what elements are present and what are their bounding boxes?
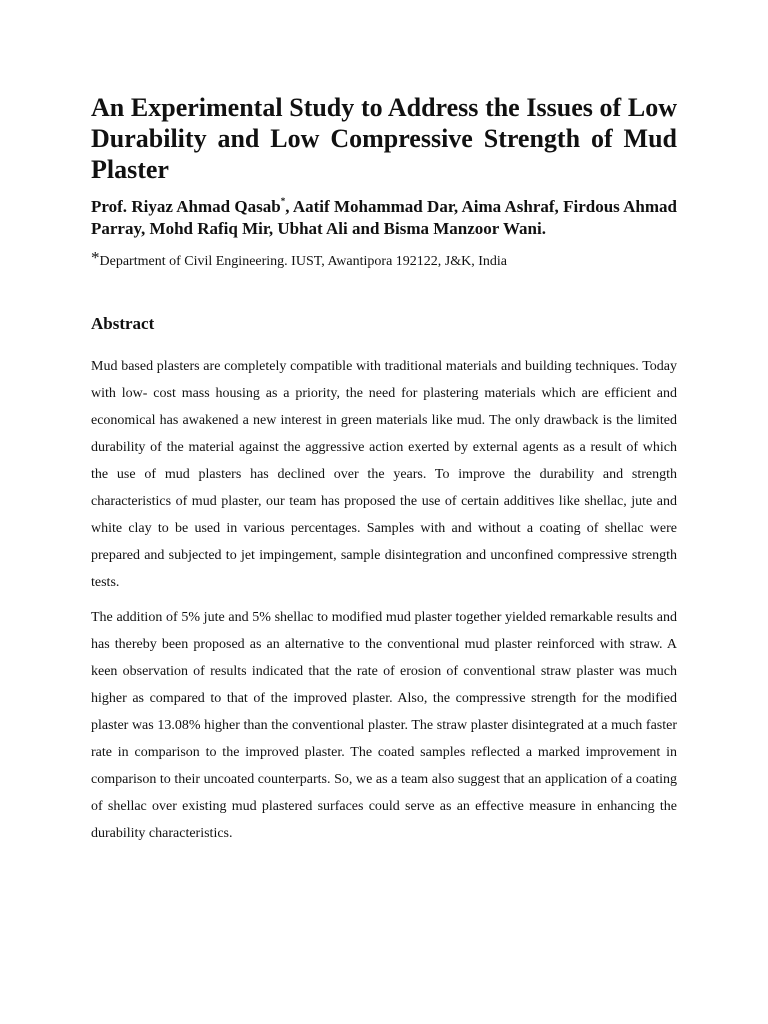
- affiliation-text: Department of Civil Engineering. IUST, Awantipora 192122, J&K, India: [99, 254, 507, 269]
- abstract-paragraph-2: The addition of 5% jute and 5% shellac to modified mud plaster together yielded remarkable results and has thereby been proposed as an alternative to the conventional mud plaster reinforced with straw. A keen observation of results indicated that the rate of erosion of conventional straw plaster was much higher as compared to that of the improved plaster. Also, the compressive strength for the modified plaster was 13.08% higher than the conventional plaster. The straw plaster disintegrated at a much faster rate in comparison to the improved plaster. The coated samples reflected a marked improvement in comparison to their uncoated counterparts. So, we as a team also suggest that an application of a coating of shellac over existing mud plastered surfaces could serve as an effective measure in enhancing the durability characteristics.: [91, 610, 677, 841]
- paper-title: An Experimental Study to Address the Issues of Low Durability and Low Compressive Strength of Mud Plaster: [91, 93, 677, 184]
- lead-author: Prof. Riyaz Ahmad Qasab: [91, 197, 281, 216]
- author-list: [91, 196, 677, 240]
- corresponding-author-mark: *: [280, 196, 286, 206]
- abstract-paragraph-1: Mud based plasters are completely compatible with traditional materials and building techniques. Today with low- cost mass housing as a priority, the need for plastering materials which are efficient and economical has awakened a new interest in green materials like mud. The only drawback is the limited durability of the material against the aggressive action exerted by external agents as a result of which the use of mud plasters has declined over the years. To improve the durability and strength characteristics of mud plaster, our team has proposed the use of certain additives like shellac, jute and white clay to be used in various percentages. Samples with and without a coating of shellac were prepared and subjected to jet impingement, sample disintegration and unconfined compressive strength tests.: [91, 359, 677, 590]
- affiliation: [91, 249, 677, 271]
- co-authors: , Aatif Mohammad Dar, Aima Ashraf, Firdous Ahmad Parray, Mohd Rafiq Mir, Ubhat Ali and Bisma Manzoor Wani.: [91, 197, 677, 238]
- affiliation-mark: *: [91, 248, 100, 267]
- paper-page: [91, 92, 677, 847]
- abstract-heading: Abstract: [91, 314, 155, 333]
